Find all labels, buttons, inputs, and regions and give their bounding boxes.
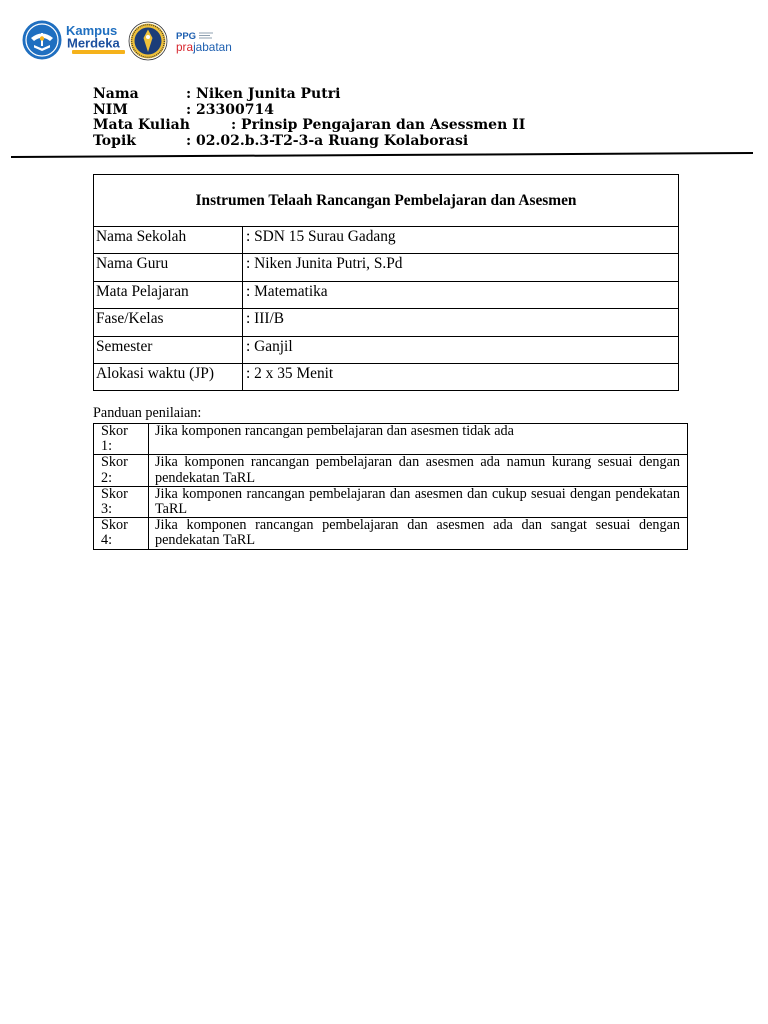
logo-accent-bar — [72, 50, 125, 54]
score-label: Skor 2: — [94, 455, 149, 486]
instrument-title: Instrumen Telaah Rancangan Pembelajaran dan Asesmen — [94, 175, 679, 227]
table-row — [94, 486, 688, 517]
info-value: : 23300714 — [186, 101, 274, 118]
field-label: Semester — [94, 336, 243, 363]
table-row — [94, 518, 688, 549]
field-label: Fase/Kelas — [94, 309, 243, 336]
score-description: Jika komponen rancangan pembelajaran dan asesmen tidak ada — [149, 424, 688, 455]
logo-text-jabatan: jabatan — [193, 40, 232, 54]
logo-text-kampus: Kampus — [66, 23, 118, 38]
field-label: Mata Pelajaran — [94, 281, 243, 308]
field-value: : Niken Junita Putri, S.Pd — [243, 254, 679, 281]
logo-text-prajabatan — [176, 40, 232, 54]
field-label: Alokasi waktu (JP) — [94, 363, 243, 390]
ppg-prajabatan-logo — [176, 31, 232, 54]
scoring-guide-heading: Panduan penilaian: — [93, 405, 202, 421]
student-info — [93, 87, 525, 150]
table-row — [94, 363, 679, 390]
table-row — [94, 254, 679, 281]
info-label: NIM — [93, 101, 128, 118]
info-value: : Niken Junita Putri — [186, 86, 341, 102]
table-row — [94, 309, 679, 336]
logo-text-ppg: PPG — [176, 31, 197, 42]
score-description: Jika komponen rancangan pembelajaran dan asesmen ada namun kurang sesuai dengan pendekatan TaRL — [149, 455, 688, 486]
table-row — [94, 336, 679, 363]
logo-text-pra: pra — [176, 40, 194, 54]
score-description: Jika komponen rancangan pembelajaran dan asesmen dan cukup sesuai dengan pendekatan TaRL — [149, 486, 688, 517]
scoring-guide-table — [93, 423, 688, 550]
university-seal-logo — [129, 22, 167, 60]
score-label: Skor 1: — [94, 424, 149, 455]
table-row — [94, 455, 688, 486]
header-logos — [0, 0, 260, 70]
field-value: : III/B — [243, 309, 679, 336]
score-description: Jika komponen rancangan pembelajaran dan asesmen ada dan sangat sesuai dengan pendekatan TaRL — [149, 518, 688, 549]
info-row-course — [93, 118, 525, 134]
score-label: Skor 3: — [94, 486, 149, 517]
instrument-title-row — [94, 175, 679, 227]
info-label: Nama — [93, 86, 139, 102]
kampus-merdeka-logo — [23, 21, 126, 60]
info-row-nim — [93, 103, 525, 119]
table-row — [94, 424, 688, 455]
info-value: : 02.02.b.3-T2-3-a Ruang Kolaborasi — [186, 133, 469, 150]
field-value: : Ganjil — [243, 336, 679, 363]
field-value: : 2 x 35 Menit — [243, 363, 679, 390]
field-label: Nama Sekolah — [94, 227, 243, 254]
instrument-table — [93, 174, 679, 391]
info-label: Topik — [93, 133, 136, 150]
tut-wuri-handayani-emblem — [23, 21, 62, 60]
info-row-name — [93, 87, 525, 103]
table-row — [94, 281, 679, 308]
info-value: : Prinsip Pengajaran dan Asessmen II — [231, 117, 526, 134]
header-divider — [0, 148, 768, 162]
logo-text-merdeka: Merdeka — [67, 35, 120, 51]
field-value: : Matematika — [243, 281, 679, 308]
info-label: Mata Kuliah — [93, 117, 190, 134]
score-label: Skor 4: — [94, 518, 149, 549]
table-row — [94, 227, 679, 254]
field-value: : SDN 15 Surau Gadang — [243, 227, 679, 254]
field-label: Nama Guru — [94, 254, 243, 281]
